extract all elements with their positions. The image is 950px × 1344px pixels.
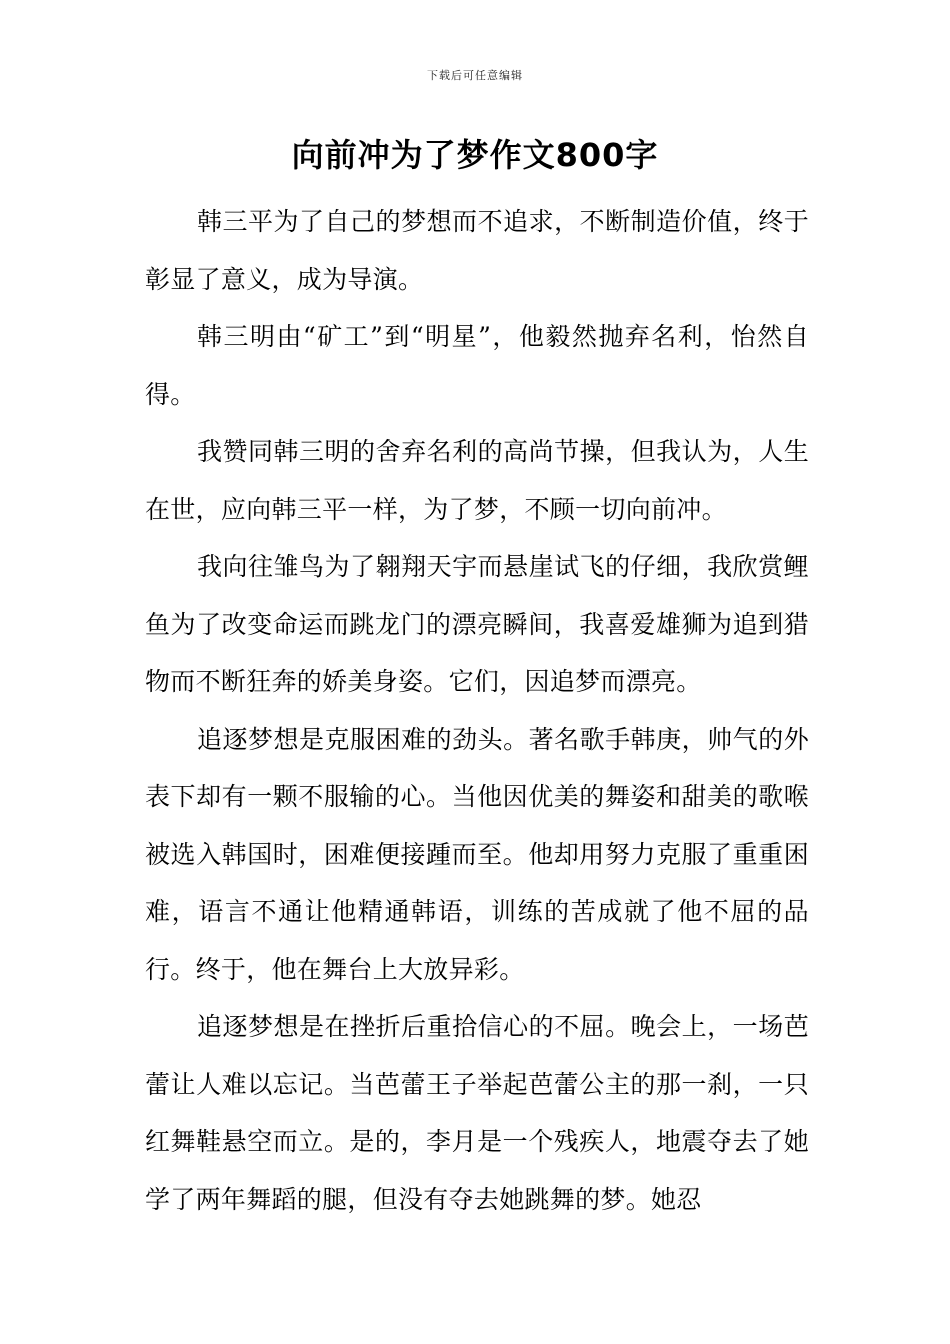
paragraph: 追逐梦想是克服困难的劲头。著名歌手韩庚，帅气的外表下却有一颗不服输的心。当他因优美的舞姿和甜美的歌喉被选入韩国时，困难便接踵而至。他却用努力克服了重重困难，语言不通让他精通韩语，训练的苦成就了他不屈的品行。终于，他在舞台上大放异彩。: [145, 724, 809, 984]
paragraph: 追逐梦想是在挫折后重拾信心的不屈。晚会上，一场芭蕾让人难以忘记。当芭蕾王子举起芭蕾公主的那一刹，一只红舞鞋悬空而立。是的，李月是一个残疾人，地震夺去了她学了两年舞蹈的腿，但没有夺去她跳舞的梦。她忍: [145, 1012, 809, 1214]
document-body: [145, 193, 809, 1228]
paragraph: 韩三平为了自己的梦想而不追求，不断制造价值，终于彰显了意义，成为导演。: [145, 207, 809, 294]
document-title: 向前冲为了梦作文800字: [291, 136, 659, 174]
header-note: 下载后可任意编辑: [427, 69, 523, 82]
paragraph: 我向往雏鸟为了翱翔天宇而悬崖试飞的仔细，我欣赏鲤鱼为了改变命运而跳龙门的漂亮瞬间，我喜爱雄狮为追到猎物而不断狂奔的娇美身姿。它们，因追梦而漂亮。: [145, 552, 809, 696]
paragraph: 韩三明由“矿工”到“明星”，他毅然抛弃名利，怡然自得。: [145, 322, 809, 409]
paragraph: 我赞同韩三明的舍弃名利的高尚节操，但我认为，人生在世，应向韩三平一样，为了梦，不顾一切向前冲。: [145, 437, 809, 524]
